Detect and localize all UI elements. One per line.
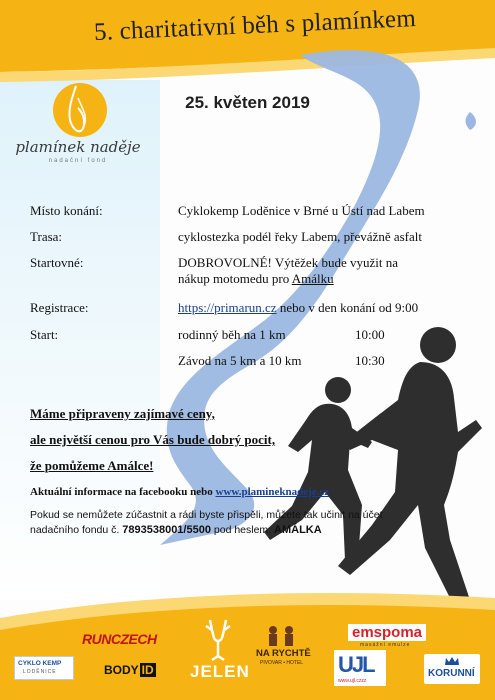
- start-race-time: 10:30: [355, 353, 385, 368]
- small-leaf-right: [466, 112, 477, 130]
- na-rychte-figures-icon: [262, 624, 300, 648]
- fee-value-line2: [178, 270, 478, 287]
- na-rychte-logo: NA RYCHTĚ: [256, 648, 311, 659]
- fee-value-text: nákup motomedu pro: [178, 271, 292, 286]
- logo-name: plamínek naděje: [15, 138, 141, 156]
- message-line2: ale největší cenou pro Vás bude dobrý pocit,: [30, 432, 276, 447]
- blue-river: [160, 50, 420, 545]
- route-value: cyklostezka podél řeky Labem, převážně asfalt: [178, 229, 422, 244]
- facebook-info: [30, 486, 329, 498]
- na-rychte-subtitle: PIVOVAR • HOTEL: [260, 660, 304, 666]
- jelen-deer-icon: [198, 616, 238, 664]
- website-link[interactable]: www.plamineknadeje.cz: [215, 486, 330, 498]
- donation-fund-text: nadačního fondu č.: [30, 524, 123, 536]
- donation-line1: Pokud se nemůžete zúčastnit a rádi byste přispěli, můžete tak učinit na účet: [30, 509, 383, 521]
- donation-account: 7893538001/5500: [122, 524, 211, 536]
- start-family-time: 10:00: [355, 327, 385, 342]
- donation-line2: [30, 523, 470, 537]
- ujl-logo: [334, 650, 386, 686]
- korunni-name: KORUNNÍ: [428, 668, 475, 679]
- cyklokemp-logo: [14, 656, 74, 680]
- runczech-logo: RUNCZECH: [82, 631, 157, 647]
- start-family-run: rodinný běh na 1 km: [178, 327, 286, 342]
- start-race: Závod na 5 km a 10 km: [178, 353, 302, 368]
- route-label: Trasa:: [30, 229, 63, 244]
- ujl-url: www.ujl.czzz: [338, 678, 367, 684]
- start-label: Start:: [30, 327, 59, 342]
- logo-subtitle: nadační fond: [48, 158, 108, 164]
- cyklokemp-subtitle: LODĚNICE: [23, 669, 57, 675]
- donation-password-text: pod heslem:: [210, 524, 275, 536]
- registration-rest: nebo v den konání od 9:00: [276, 300, 419, 315]
- korunni-logo: [424, 654, 480, 684]
- registration-value: [178, 299, 478, 316]
- venue-value: Cyklokemp Loděnice v Brné u Ústí nad Labem: [178, 203, 425, 218]
- bodyfood-name: BODY: [104, 663, 139, 677]
- crown-icon: [444, 656, 460, 666]
- bodyfood-logo: [104, 663, 156, 677]
- donation-password: AMÁLKA: [274, 524, 322, 536]
- registration-link[interactable]: https://primarun.cz: [178, 300, 277, 315]
- venue-label: Místo konání:: [30, 203, 103, 218]
- cyklokemp-name: CYKLO KEMP: [18, 660, 62, 667]
- ujl-name: UJL: [338, 652, 374, 677]
- fee-label: Startovné:: [30, 255, 84, 270]
- message-line1: Máme připraveny zajímavé ceny,: [30, 406, 215, 421]
- fee-value-amalka: Amálku: [291, 271, 334, 286]
- message-line3: že pomůžeme Amálce!: [30, 458, 154, 473]
- emspoma-subtitle: masážní emulze: [360, 642, 411, 648]
- registration-label: Registrace:: [30, 300, 89, 315]
- emspoma-logo: emspoma: [348, 624, 426, 641]
- jelen-logo: JELEN: [190, 662, 250, 681]
- facebook-text: Aktuální informace na facebooku nebo: [30, 486, 216, 498]
- event-date: 25. květen 2019: [185, 93, 310, 112]
- fee-value-line1: DOBROVOLNÉ! Výtěžek bude využit na: [178, 255, 398, 270]
- bodyfood-tail: ID: [141, 663, 154, 677]
- poster-title: 5. charitativní běh s plamínkem: [93, 4, 417, 47]
